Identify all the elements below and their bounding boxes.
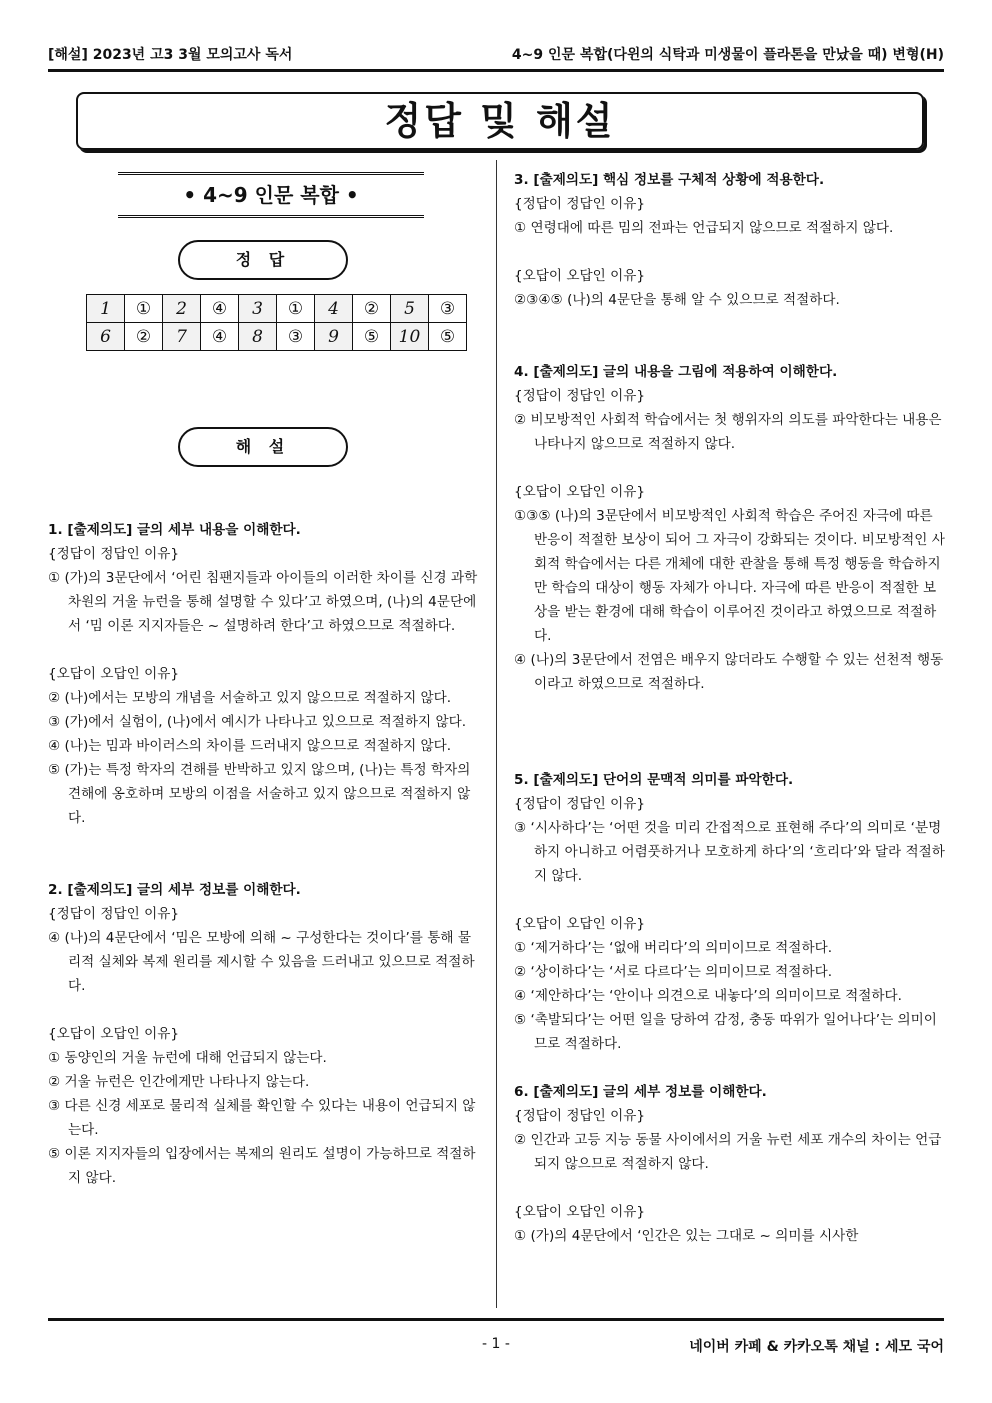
spacer [514, 456, 946, 480]
explanation-item: ④ (나)의 3문단에서 전염은 배우지 않더라도 수행할 수 있는 선천적 행동이라고 하였으므로 적절하다. [514, 652, 944, 692]
question-number: 3 [239, 295, 277, 323]
explanation-label: ① (가)의 4문단에서 ‘인간은 있는 그대로 ~ 의미를 시사한 [514, 1228, 859, 1244]
main-title: 정답 및 해설 [76, 92, 924, 150]
answer-row [87, 295, 467, 323]
answer-choice: ② [125, 323, 163, 351]
explanation-item: ⑤ (가)는 특정 학자의 견해를 반박하고 있지 않으며, (나)는 특정 학자의 견해에 옹호하며 모방의 이점을 서술하고 있지 않으므로 적절하지 않다. [48, 762, 471, 826]
answer-row [87, 323, 467, 351]
explanation-item: ② 인간과 고등 지능 동물 사이에서의 거울 뉴런 세포 개수의 차이는 언급되지 않으므로 적절하지 않다. [514, 1132, 942, 1172]
explanation-label: {오답이 오답인 이유} [48, 1026, 179, 1042]
footer-brand: 네이버 카페 & 카카오톡 채널 : 세모 국어 [689, 1339, 944, 1355]
column-divider [496, 160, 497, 1308]
explanation-label: {오답이 오답인 이유} [48, 666, 179, 682]
explanation-item: ③ 다른 신경 세포로 물리적 실체를 확인할 수 있다는 내용이 언급되지 않는다. [48, 1098, 476, 1138]
spacer [48, 638, 480, 662]
header-right: 4~9 인문 복합(다윈의 식탁과 미생물이 플라톤을 만났을 때) 변형(H) [511, 47, 944, 63]
left-column [48, 518, 480, 1190]
spacer [514, 1056, 946, 1080]
question-heading: 1. [출제의도] 글의 세부 내용을 이해한다. [48, 522, 301, 538]
spacer [514, 312, 946, 336]
explanation-item: ① 연령대에 따른 밈의 전파는 언급되지 않으므로 적절하지 않다. [514, 220, 894, 236]
explanation-label: {오답이 오답인 이유} [514, 268, 645, 284]
explanation-item: ④ (나)의 4문단에서 ‘밈은 모방에 의해 ~ 구성한다는 것이다’를 통해 물리적 실체와 복제 원리를 제시할 수 있음을 드러내고 있으므로 적절하다. [48, 930, 475, 994]
explanation-item: ⑤ 이론 지지자들의 입장에서는 복제의 원리도 설명이 가능하므로 적절하지 않다. [48, 1146, 476, 1186]
spacer [48, 830, 480, 854]
explanation-item: ② 거울 뉴런은 인간에게만 나타나지 않는다. [48, 1074, 310, 1090]
explanation-item: ③ ‘시사하다’는 ‘어떤 것을 미리 간접적으로 표현해 주다’의 의미로 ‘분명하지 아니하고 어렴풋하거나 모호하게 하다’의 ‘흐리다’와 달라 적절하지 않다. [514, 820, 945, 884]
explanation-item: ④ ‘제안하다’는 ‘안이나 의견으로 내놓다’의 의미이므로 적절하다. [514, 988, 903, 1004]
section-title: • 4~9 인문 복합 • [118, 172, 424, 218]
question-number: 10 [391, 323, 429, 351]
answer-choice: ③ [277, 323, 315, 351]
explanation-label: {정답이 정답인 이유} [514, 796, 645, 812]
spacer [514, 696, 946, 720]
spacer [514, 744, 946, 768]
answer-choice: ② [353, 295, 391, 323]
explanation-item: ② 비모방적인 사회적 학습에서는 첫 행위자의 의도를 파악한다는 내용은 나타나지 않으므로 적절하지 않다. [514, 412, 942, 452]
explanation-label: {정답이 정답인 이유} [48, 906, 179, 922]
question-number: 2 [163, 295, 201, 323]
explanation-label: {정답이 정답인 이유} [514, 196, 645, 212]
explain-pill: 해 설 [178, 427, 348, 467]
explanation-label: {정답이 정답인 이유} [514, 1108, 645, 1124]
spacer [514, 720, 946, 744]
question-heading: 4. [출제의도] 글의 내용을 그림에 적용하여 이해한다. [514, 364, 838, 380]
explanation-item: ② (나)에서는 모방의 개념을 서술하고 있지 않으므로 적절하지 않다. [48, 690, 452, 706]
spacer [514, 336, 946, 360]
explanation-label: {오답이 오답인 이유} [514, 916, 645, 932]
question-number: 4 [315, 295, 353, 323]
explanation-item: ③ (가)에서 실험이, (나)에서 예시가 나타나고 있으므로 적절하지 않다. [48, 714, 467, 730]
explanation-label: {오답이 오답인 이유} [514, 1204, 645, 1220]
explanation-label: {오답이 오답인 이유} [514, 484, 645, 500]
explanation-item: ② ‘상이하다’는 ‘서로 다르다’는 의미이므로 적절하다. [514, 964, 833, 980]
explanation-item: ④ (나)는 밈과 바이러스의 차이를 드러내지 않으므로 적절하지 않다. [48, 738, 452, 754]
spacer [514, 888, 946, 912]
question-heading: 2. [출제의도] 글의 세부 정보를 이해한다. [48, 882, 301, 898]
answer-choice: ① [277, 295, 315, 323]
explanation-item: ⑤ ‘촉발되다’는 어떤 일을 당하여 감정, 충동 따위가 일어나다’는 의미이므로 적절하다. [514, 1012, 937, 1052]
answer-choice: ⑤ [353, 323, 391, 351]
question-number: 6 [87, 323, 125, 351]
spacer [514, 240, 946, 264]
answer-pill: 정 답 [178, 240, 348, 280]
explanation-item: ①③⑤ (나)의 3문단에서 비모방적인 사회적 학습은 주어진 자극에 따른 반응이 적절한 보상이 되어 그 자극이 강화되는 것이다. 비모방적인 사회적 학습에서는 다른 개체에 대한 관찰을 통해 특정 행동을 학습하지만 학습의 대상이 행동 자체가 아니다. 자극에 따른 반응이 적절한 보상을 받는 환경에 대해 학습이 이루어진 것이라고 하였으므로 적절하다. [514, 508, 945, 644]
explanation-label: ②③④⑤ (나)의 4문단을 통해 알 수 있으므로 적절하다. [514, 292, 840, 308]
spacer [514, 1176, 946, 1200]
answer-choice: ④ [201, 323, 239, 351]
question-number: 1 [87, 295, 125, 323]
question-number: 5 [391, 295, 429, 323]
question-heading: 5. [출제의도] 단어의 문맥적 의미를 파악한다. [514, 772, 794, 788]
header-left: [해설] 2023년 고3 3월 모의고사 독서 [48, 47, 293, 63]
question-number: 7 [163, 323, 201, 351]
page-number: - 1 - [482, 1336, 510, 1352]
explanation-item: ① 동양인의 거울 뉴런에 대해 언급되지 않는다. [48, 1050, 327, 1066]
answer-table [86, 294, 467, 351]
answer-choice: ④ [201, 295, 239, 323]
answer-choice: ③ [429, 295, 467, 323]
question-heading: 6. [출제의도] 글의 세부 정보를 이해한다. [514, 1084, 767, 1100]
page-header [48, 44, 944, 66]
answer-choice: ① [125, 295, 163, 323]
spacer [48, 998, 480, 1022]
header-rule [48, 69, 944, 72]
explanation-item: ① ‘제거하다’는 ‘없애 버리다’의 의미이므로 적절하다. [514, 940, 833, 956]
explanation-label: {정답이 정답인 이유} [514, 388, 645, 404]
footer-rule [48, 1318, 944, 1321]
question-number: 9 [315, 323, 353, 351]
right-column [514, 168, 946, 1248]
explanation-label: {정답이 정답인 이유} [48, 546, 179, 562]
answer-choice: ⑤ [429, 323, 467, 351]
spacer [48, 854, 480, 878]
explanation-item: ① (가)의 3문단에서 ‘어린 침팬지들과 아이들의 이러한 차이를 신경 과학 차원의 거울 뉴런을 통해 설명할 수 있다’고 하였으며, (나)의 4문단에서 ‘밈 이론 지지자들은 ~ 설명하려 한다’고 하였으므로 적절하다. [48, 570, 478, 634]
question-number: 8 [239, 323, 277, 351]
question-heading: 3. [출제의도] 핵심 정보를 구체적 상황에 적용한다. [514, 172, 825, 188]
